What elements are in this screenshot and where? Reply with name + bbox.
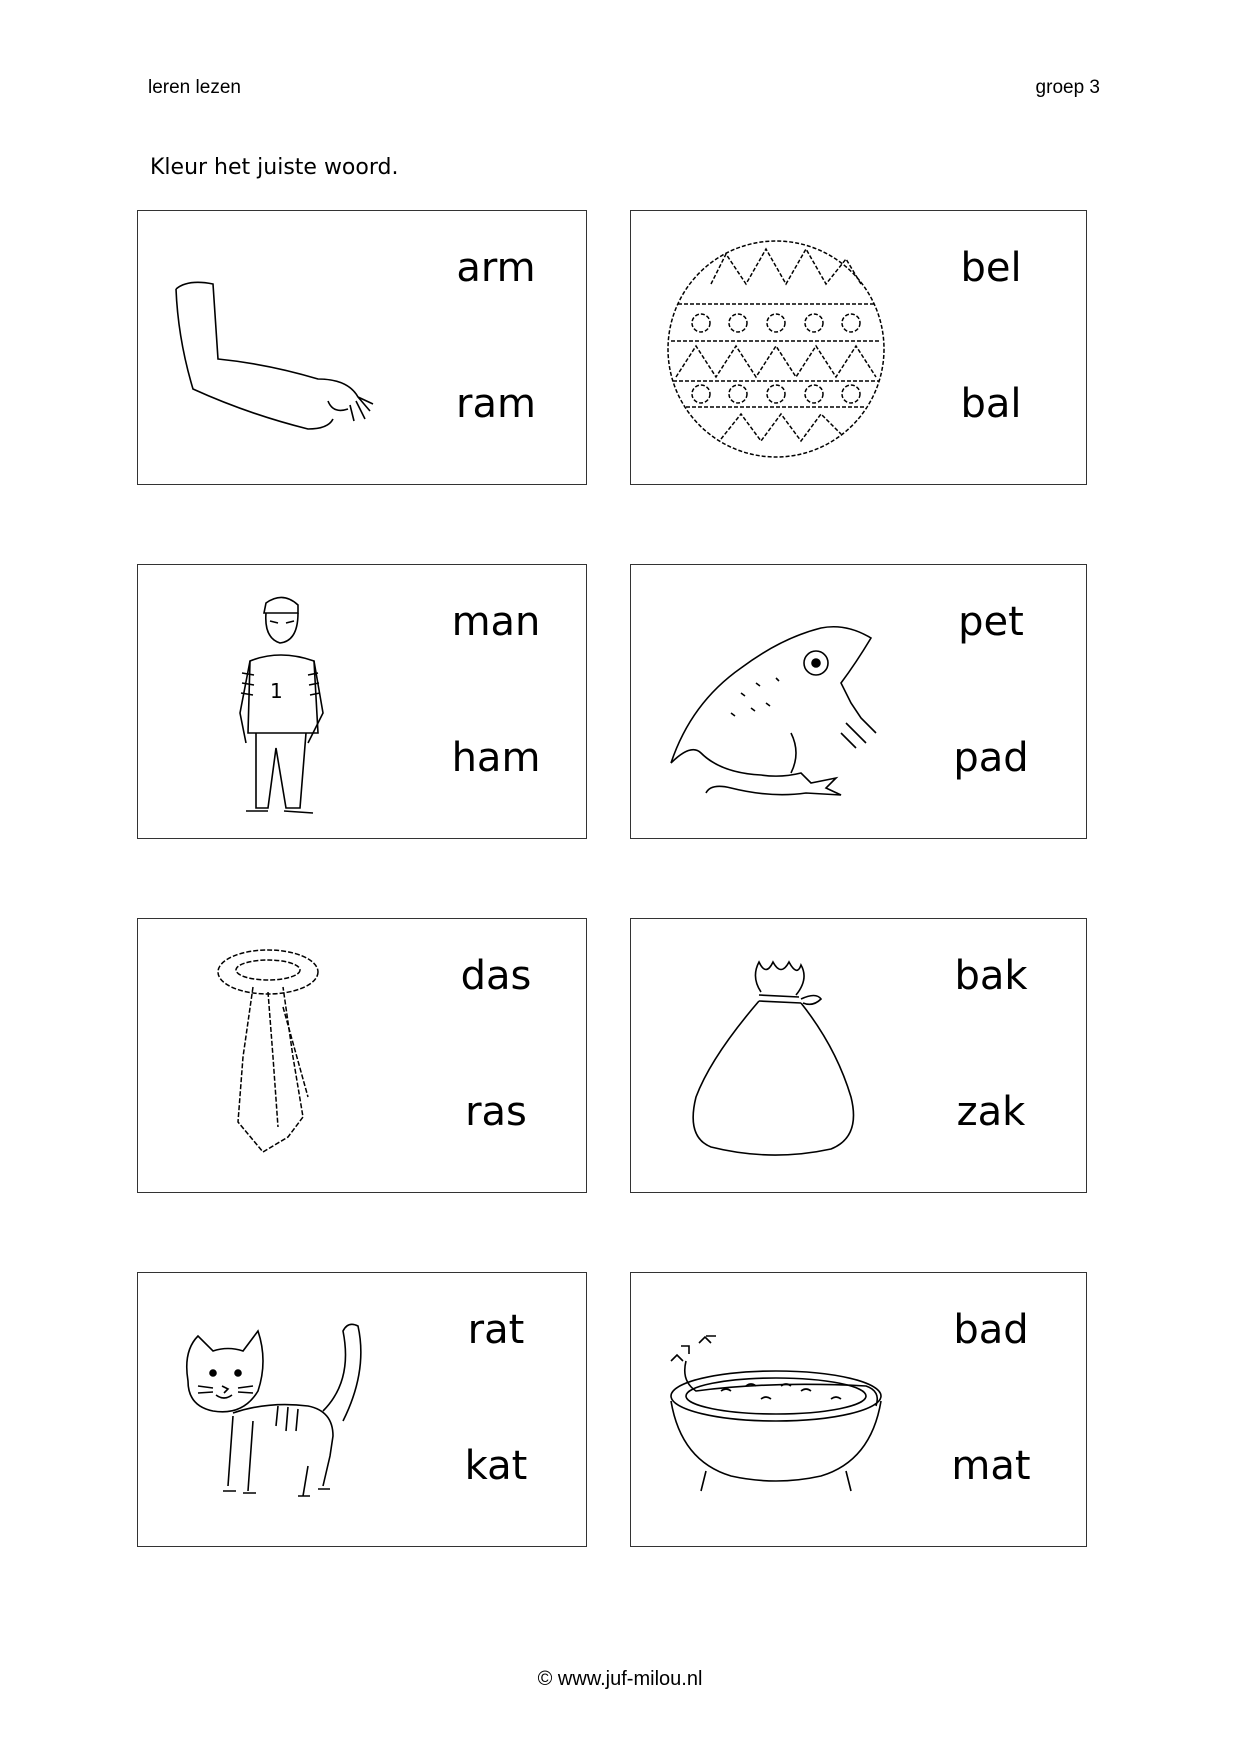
instruction: Kleur het juiste woord.	[150, 155, 399, 180]
header-right: groep 3	[1035, 77, 1100, 98]
toad-icon	[651, 583, 901, 823]
word-option[interactable]: rat	[467, 1307, 525, 1353]
word-option[interactable]: bal	[960, 381, 1022, 427]
word-option[interactable]: ham	[451, 735, 541, 781]
header-left: leren lezen	[148, 77, 241, 98]
cat-icon	[158, 1291, 408, 1531]
word-card-arm	[137, 210, 587, 485]
word-option[interactable]: pad	[953, 735, 1029, 781]
word-option[interactable]: kat	[464, 1443, 528, 1489]
svg-text:1: 1	[270, 679, 283, 703]
word-option[interactable]: man	[451, 599, 541, 645]
word-option[interactable]: arm	[456, 245, 536, 291]
word-option[interactable]: ram	[456, 381, 536, 427]
word-option[interactable]: bad	[953, 1307, 1029, 1353]
word-card-man	[137, 564, 587, 839]
word-card-toad	[630, 564, 1087, 839]
sack-icon	[651, 937, 901, 1177]
word-option[interactable]: das	[460, 953, 532, 999]
arm-icon	[158, 229, 408, 469]
word-option[interactable]: bel	[960, 245, 1022, 291]
man-icon	[158, 583, 408, 823]
word-card-sack	[630, 918, 1087, 1193]
footer-copyright: © www.juf-milou.nl	[537, 1668, 703, 1690]
word-card-ball	[630, 210, 1087, 485]
word-option[interactable]: bak	[954, 953, 1028, 999]
tie-icon	[158, 937, 408, 1177]
bathtub-icon	[651, 1291, 901, 1531]
ball-icon	[651, 229, 901, 469]
word-option[interactable]: mat	[951, 1443, 1031, 1489]
word-card-tie	[137, 918, 587, 1193]
word-option[interactable]: pet	[958, 599, 1024, 645]
word-card-cat	[137, 1272, 587, 1547]
word-option[interactable]: zak	[956, 1089, 1026, 1135]
word-card-bathtub	[630, 1272, 1087, 1547]
word-option[interactable]: ras	[465, 1089, 527, 1135]
